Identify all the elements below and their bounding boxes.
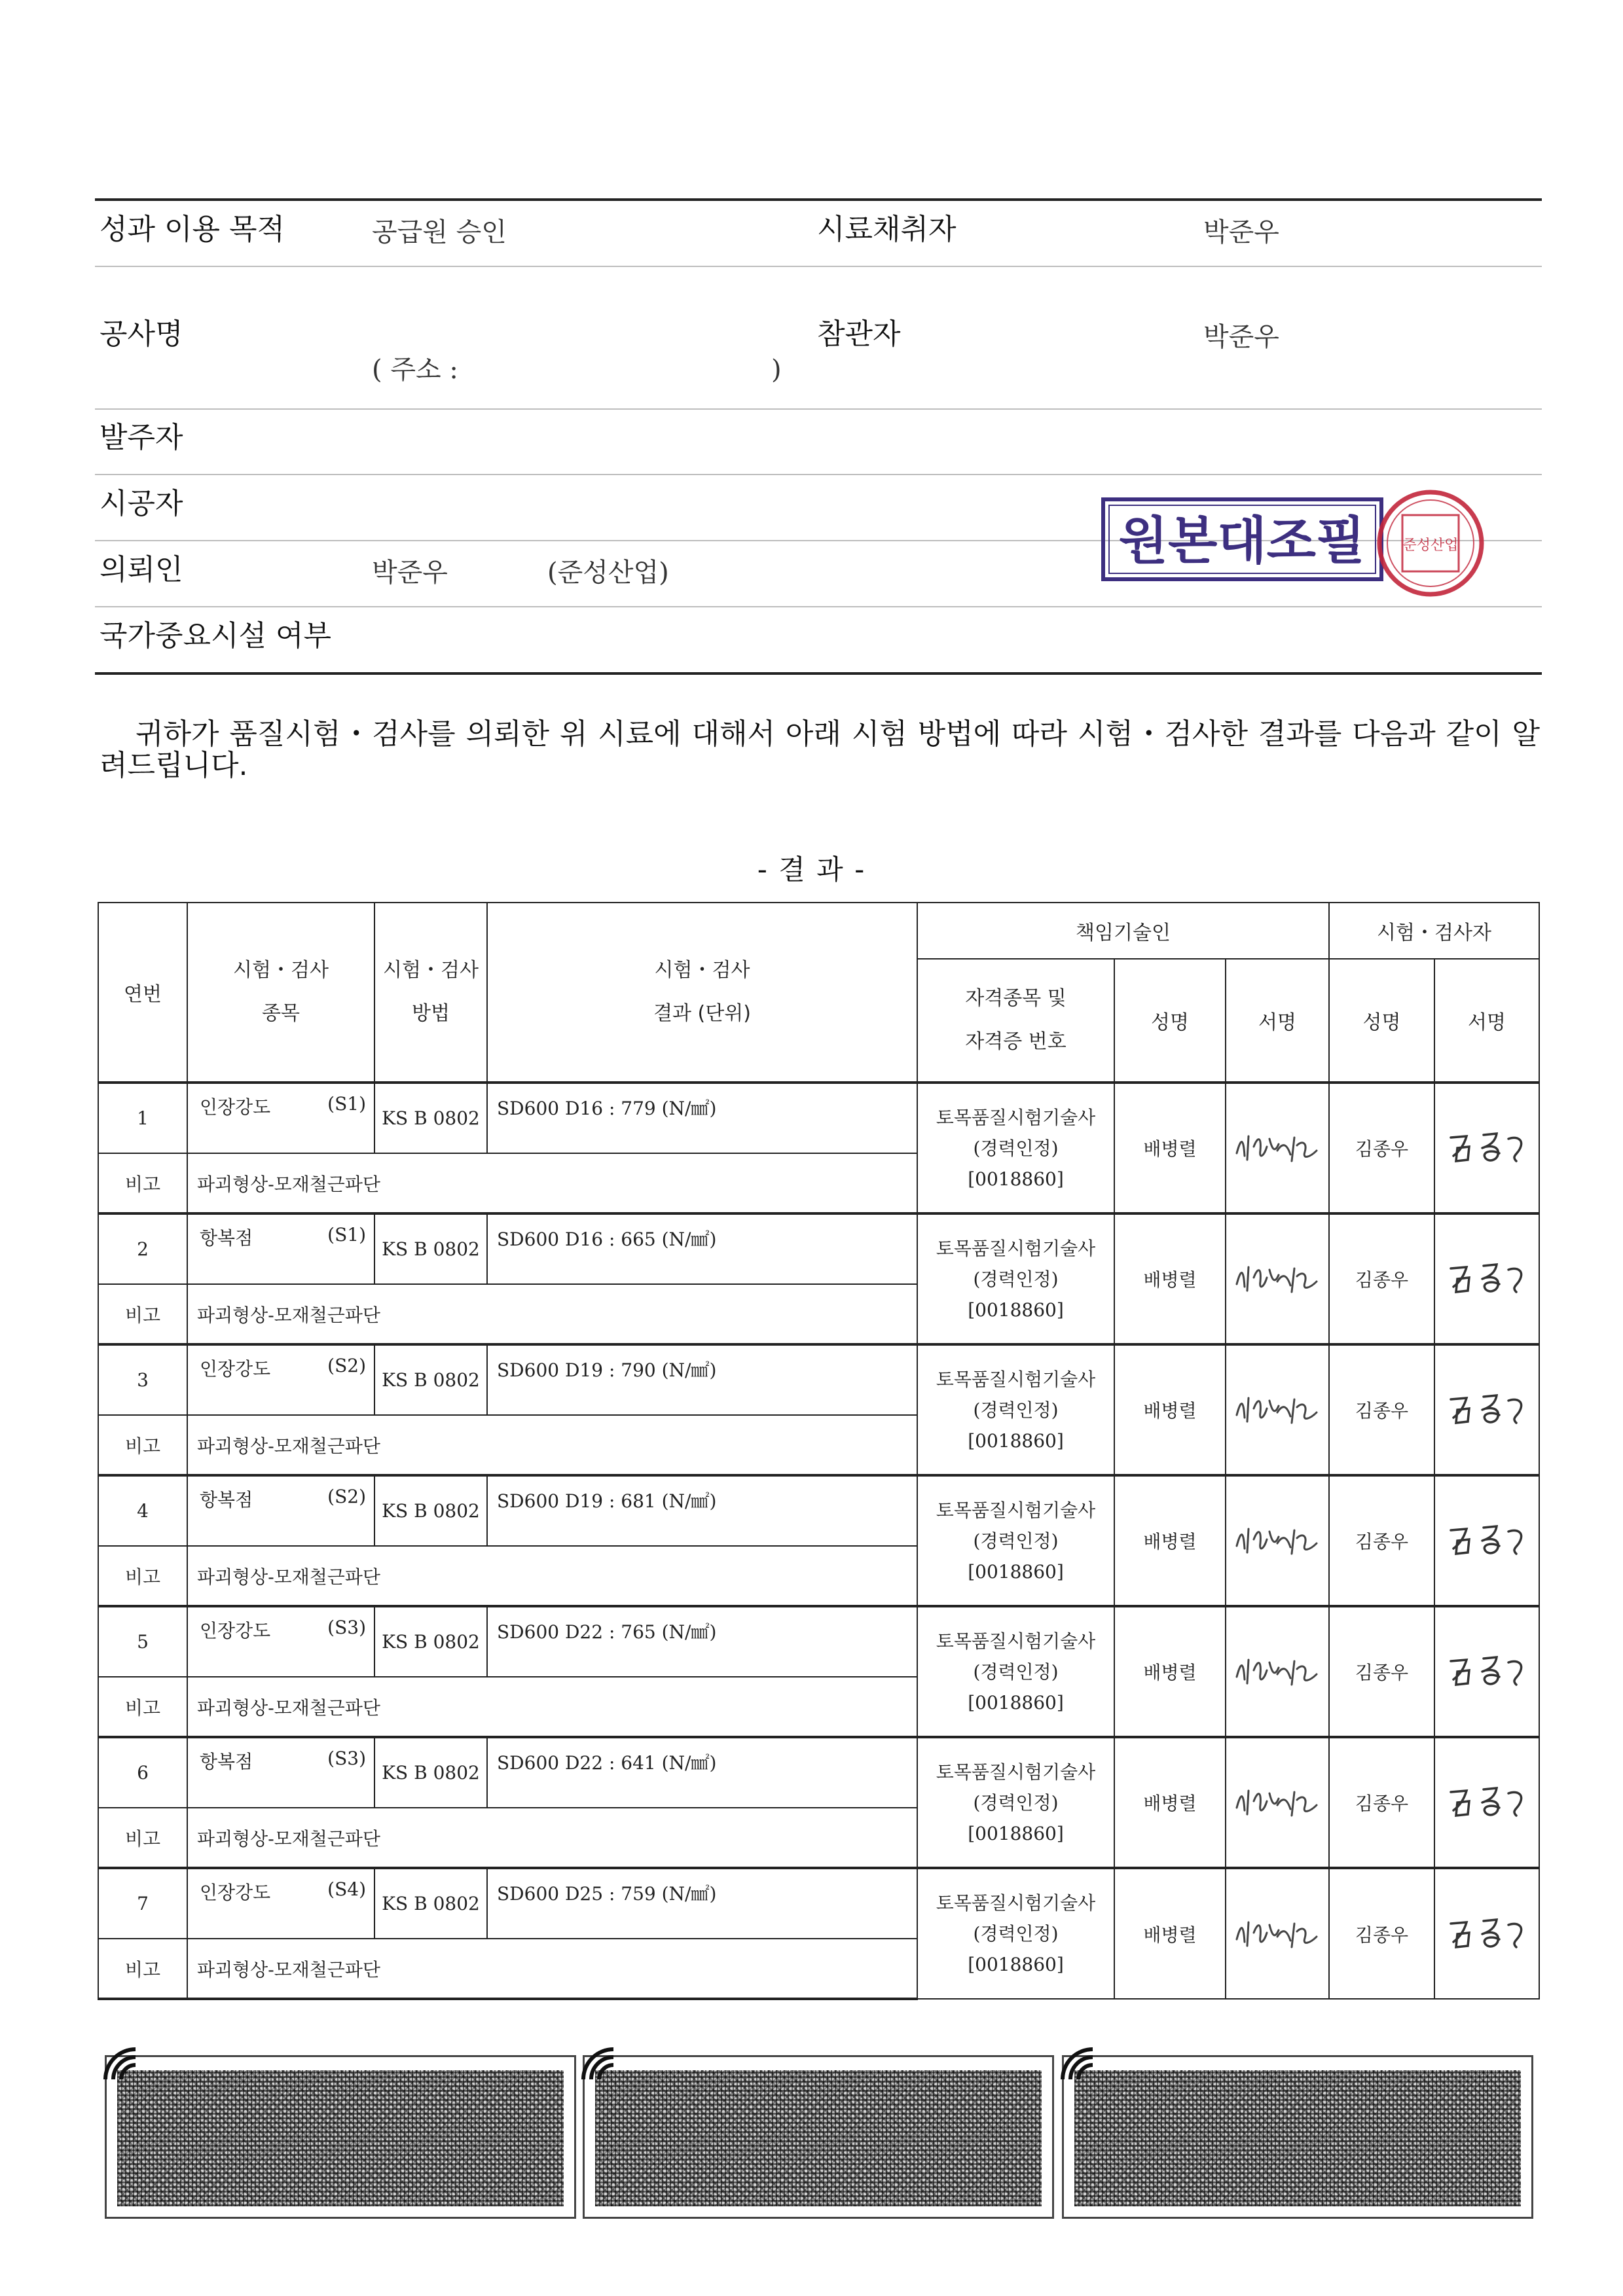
row-tester-name: 김종우 [1329, 1868, 1434, 1999]
witness-value: 박준우 [1203, 322, 1279, 352]
row-item: 인장강도 (S4) [187, 1868, 374, 1939]
table-row [98, 1213, 1539, 1284]
table-row [98, 1606, 1539, 1677]
row-item: 인장강도 (S1) [187, 1083, 374, 1153]
header-qualification: 자격종목 및 자격증 번호 [917, 959, 1114, 1083]
row-result: SD600 D16 : 779 (N/㎟) [487, 1083, 917, 1153]
header-engineer-name: 성명 [1114, 959, 1226, 1083]
remark-label: 비고 [98, 1808, 187, 1868]
header-tester: 시험・검사자 [1329, 903, 1539, 959]
row-item: 인장강도 (S2) [187, 1344, 374, 1415]
remark-label: 비고 [98, 1939, 187, 1999]
purpose-label: 성과 이용 목적 [100, 213, 285, 246]
row-engineer-name: 배병렬 [1114, 1606, 1226, 1737]
row-item: 항복점 (S2) [187, 1475, 374, 1546]
row-remark: 파괴형상-모재철근파단 [187, 1939, 917, 1999]
requester-value: 박준우 [372, 558, 448, 588]
notice-paragraph: 귀하가 품질시험・검사를 의뢰한 위 시료에 대해서 아래 시험 방법에 따라 시험・검사한 결과를 다음과 같이 알려드립니다. [100, 717, 1540, 782]
tester-signature [1434, 1606, 1539, 1737]
row-qualification: 토목품질시험기술사 (경력인정) [0018860] [917, 1083, 1114, 1213]
row-item: 인장강도 (S3) [187, 1606, 374, 1677]
row-qualification: 토목품질시험기술사 (경력인정) [0018860] [917, 1868, 1114, 1999]
row-item: 항복점 (S3) [187, 1737, 374, 1808]
row-no: 5 [98, 1606, 187, 1677]
row-qualification: 토목품질시험기술사 (경력인정) [0018860] [917, 1737, 1114, 1868]
row-method: KS B 0802 [374, 1083, 487, 1153]
row-qualification: 토목품질시험기술사 (경력인정) [0018860] [917, 1606, 1114, 1737]
row-no: 4 [98, 1475, 187, 1546]
tester-signature [1434, 1083, 1539, 1213]
row-tester-name: 김종우 [1329, 1737, 1434, 1868]
national-facility-label: 국가중요시설 여부 [100, 619, 332, 653]
row-result: SD600 D22 : 765 (N/㎟) [487, 1606, 917, 1677]
row-engineer-name: 배병렬 [1114, 1737, 1226, 1868]
address-close: ) [771, 355, 782, 385]
row-engineer-name: 배병렬 [1114, 1868, 1226, 1999]
row-method: KS B 0802 [374, 1868, 487, 1939]
address-label: ( 주소 : [372, 355, 458, 385]
header-tester-name: 성명 [1329, 959, 1434, 1083]
row-qualification: 토목품질시험기술사 (경력인정) [0018860] [917, 1344, 1114, 1475]
qr-code-icon [105, 2055, 576, 2219]
info-bottom-rule [95, 672, 1542, 675]
table-row [98, 1737, 1539, 1808]
stamp-text: 원본대조필 [1118, 511, 1366, 571]
engineer-signature [1226, 1868, 1329, 1999]
row-result: SD600 D19 : 790 (N/㎟) [487, 1344, 917, 1415]
row-remark: 파괴형상-모재철근파단 [187, 1808, 917, 1868]
tester-signature [1434, 1213, 1539, 1344]
row-method: KS B 0802 [374, 1737, 487, 1808]
row-engineer-name: 배병렬 [1114, 1083, 1226, 1213]
engineer-signature [1226, 1083, 1329, 1213]
row-remark: 파괴형상-모재철근파단 [187, 1546, 917, 1606]
row-qualification: 토목품질시험기술사 (경력인정) [0018860] [917, 1213, 1114, 1344]
row-no: 2 [98, 1213, 187, 1284]
requester-company: (준성산업) [547, 558, 669, 588]
row-engineer-name: 배병렬 [1114, 1213, 1226, 1344]
tester-signature [1434, 1737, 1539, 1868]
witness-label: 참관자 [817, 317, 901, 351]
row-tester-name: 김종우 [1329, 1606, 1434, 1737]
header-no: 연번 [98, 903, 187, 1083]
header-result: 시험・검사 결과 (단위) [487, 903, 917, 1083]
tester-signature [1434, 1475, 1539, 1606]
info-rule [95, 474, 1542, 475]
info-rule [95, 266, 1542, 267]
header-tester-sign: 서명 [1434, 959, 1539, 1083]
header-item: 시험・검사 종목 [187, 903, 374, 1083]
results-title: - 결 과 - [757, 853, 866, 886]
row-no: 7 [98, 1868, 187, 1939]
row-method: KS B 0802 [374, 1475, 487, 1546]
row-tester-name: 김종우 [1329, 1213, 1434, 1344]
project-label: 공사명 [100, 317, 183, 351]
qr-code-icon [583, 2055, 1054, 2219]
remark-label: 비고 [98, 1415, 187, 1475]
row-remark: 파괴형상-모재철근파단 [187, 1677, 917, 1737]
results-table [98, 902, 1540, 2000]
table-row [98, 1475, 1539, 1546]
sampler-label: 시료채취자 [817, 213, 957, 246]
requester-label: 의뢰인 [100, 553, 183, 586]
table-row [98, 1344, 1539, 1415]
tester-signature [1434, 1344, 1539, 1475]
engineer-signature [1226, 1213, 1329, 1344]
engineer-signature [1226, 1737, 1329, 1868]
row-tester-name: 김종우 [1329, 1344, 1434, 1475]
client-label: 발주자 [100, 421, 183, 454]
row-no: 1 [98, 1083, 187, 1153]
row-no: 3 [98, 1344, 187, 1415]
row-engineer-name: 배병렬 [1114, 1344, 1226, 1475]
row-tester-name: 김종우 [1329, 1475, 1434, 1606]
purpose-value: 공급원 승인 [372, 217, 507, 247]
table-row [98, 1868, 1539, 1939]
row-result: SD600 D22 : 641 (N/㎟) [487, 1737, 917, 1808]
row-result: SD600 D16 : 665 (N/㎟) [487, 1213, 917, 1284]
table-row [98, 1083, 1539, 1153]
row-tester-name: 김종우 [1329, 1083, 1434, 1213]
contractor-label: 시공자 [100, 487, 183, 520]
row-item: 항복점 (S1) [187, 1213, 374, 1284]
qr-code-icon [1062, 2055, 1533, 2219]
remark-label: 비고 [98, 1677, 187, 1737]
row-engineer-name: 배병렬 [1114, 1475, 1226, 1606]
info-top-rule [95, 198, 1542, 201]
row-method: KS B 0802 [374, 1606, 487, 1677]
row-result: SD600 D25 : 759 (N/㎟) [487, 1868, 917, 1939]
remark-label: 비고 [98, 1284, 187, 1344]
engineer-signature [1226, 1606, 1329, 1737]
sampler-value: 박준우 [1203, 217, 1279, 247]
row-method: KS B 0802 [374, 1344, 487, 1415]
remark-label: 비고 [98, 1153, 187, 1213]
row-remark: 파괴형상-모재철근파단 [187, 1415, 917, 1475]
row-result: SD600 D19 : 681 (N/㎟) [487, 1475, 917, 1546]
header-engineer-sign: 서명 [1226, 959, 1329, 1083]
original-copy-stamp [1100, 488, 1506, 608]
row-remark: 파괴형상-모재철근파단 [187, 1284, 917, 1344]
row-qualification: 토목품질시험기술사 (경력인정) [0018860] [917, 1475, 1114, 1606]
engineer-signature [1226, 1475, 1329, 1606]
remark-label: 비고 [98, 1546, 187, 1606]
info-rule [95, 408, 1542, 410]
tester-signature [1434, 1868, 1539, 1999]
row-method: KS B 0802 [374, 1213, 487, 1284]
engineer-signature [1226, 1344, 1329, 1475]
row-remark: 파괴형상-모재철근파단 [187, 1153, 917, 1213]
row-no: 6 [98, 1737, 187, 1808]
header-method: 시험・검사 방법 [374, 903, 487, 1083]
seal-text: 준성산업 [1402, 537, 1459, 554]
header-engineer: 책임기술인 [917, 903, 1329, 959]
